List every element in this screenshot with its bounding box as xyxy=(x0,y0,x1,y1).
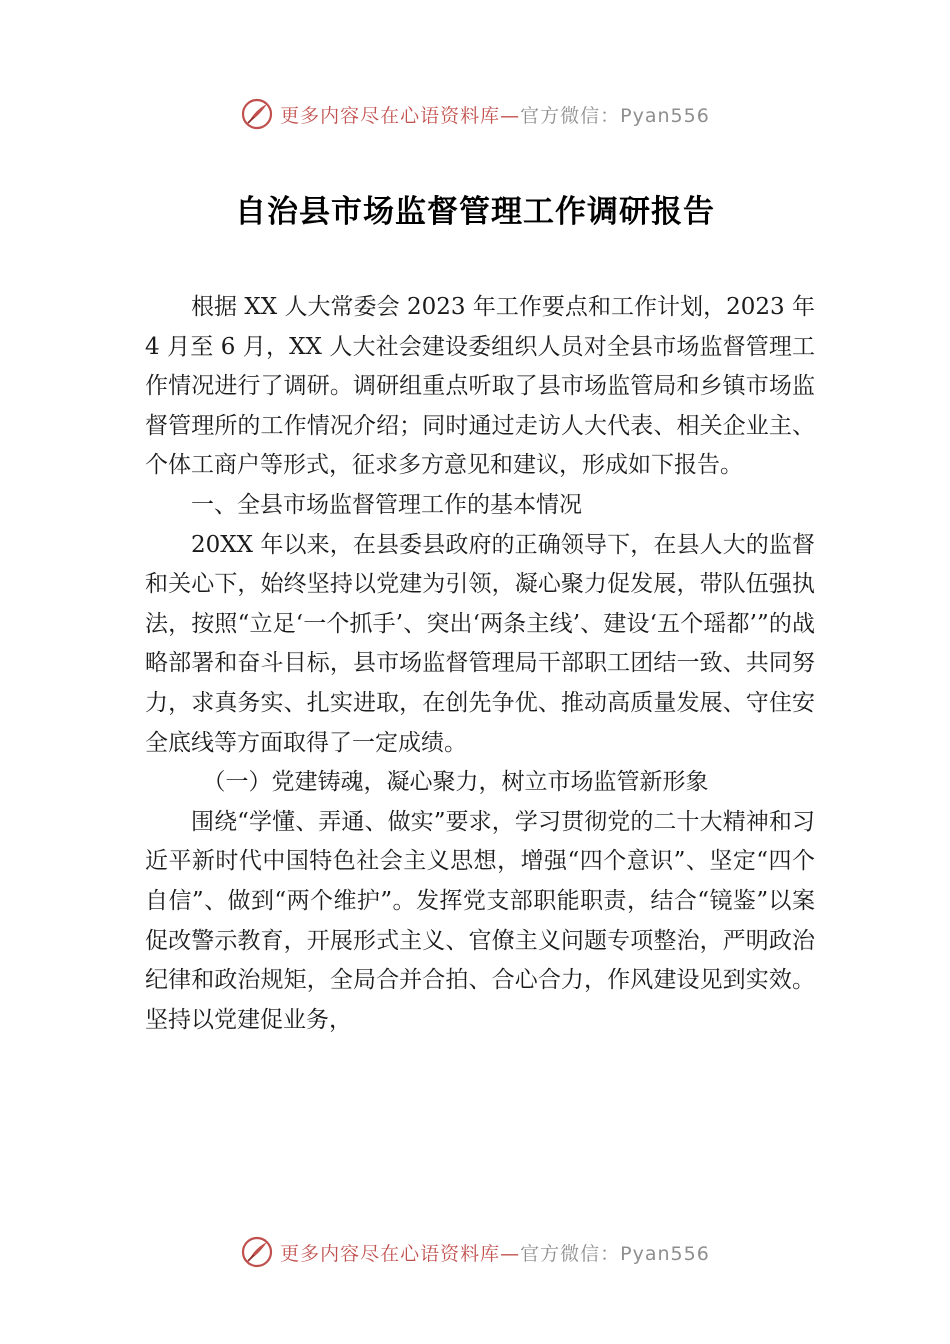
quill-emblem-icon xyxy=(240,97,274,131)
section-heading-1: 一、全县市场监督管理工作的基本情况 xyxy=(191,491,582,518)
watermark-wechat: 官方微信：Pyan556 xyxy=(520,1242,710,1265)
page-title: 自治县市场监督管理工作调研报告 xyxy=(235,194,715,230)
quill-emblem-icon xyxy=(240,1235,274,1269)
watermark-wechat: 官方微信：Pyan556 xyxy=(520,104,710,127)
paragraph-intro: 根据 XX 人大常委会 2023 年工作要点和工作计划，2023 年 4 月至 6 月，XX 人大社会建设委组织人员对全县市场监督管理工作情况进行了调研。调研组重点听取了县市场监管局和乡镇市场监督管理所的工作情况介绍；同时通过走访人大代表、相关企业主、个体工商户等形式，征求多方意见和建议，形成如下报告。 xyxy=(145,294,815,479)
watermark-text xyxy=(280,1239,710,1266)
watermark-text xyxy=(280,101,710,128)
paragraph-overview: 20XX 年以来，在县委县政府的正确领导下，在县人大的监督和关心下，始终坚持以党建为引领，凝心聚力促发展，带队伍强执法，按照“立足‘一个抓手’、突出‘两条主线’、建设‘五个瑶都’”的战略部署和奋斗目标，县市场监督管理局干部职工团结一致、共同努力，求真务实、扎实进取，在创先争优、推动高质量发展、守住安全底线等方面取得了一定成绩。 xyxy=(145,531,815,756)
header-watermark-banner xyxy=(0,94,950,134)
paragraph-party-building: 围绕“学懂、弄通、做实”要求，学习贯彻党的二十大精神和习近平新时代中国特色社会主义思想，增强“四个意识”、坚定“四个自信”、做到“两个维护”。发挥党支部职能职责，结合“镜鉴”以案促改警示教育，开展形式主义、官僚主义问题专项整治，严明政治纪律和政治规矩，全局合并合拍、合心合力，作风建设见到实效。坚持以党建促业务， xyxy=(145,808,815,1033)
footer-watermark-banner xyxy=(0,1232,950,1272)
watermark-prefix: 更多内容尽在心语资料库— xyxy=(280,1242,521,1265)
watermark-prefix: 更多内容尽在心语资料库— xyxy=(280,104,521,127)
subsection-heading-1: （一）党建铸魂，凝心聚力，树立市场监管新形象 xyxy=(202,769,709,796)
document-body xyxy=(145,288,815,1040)
